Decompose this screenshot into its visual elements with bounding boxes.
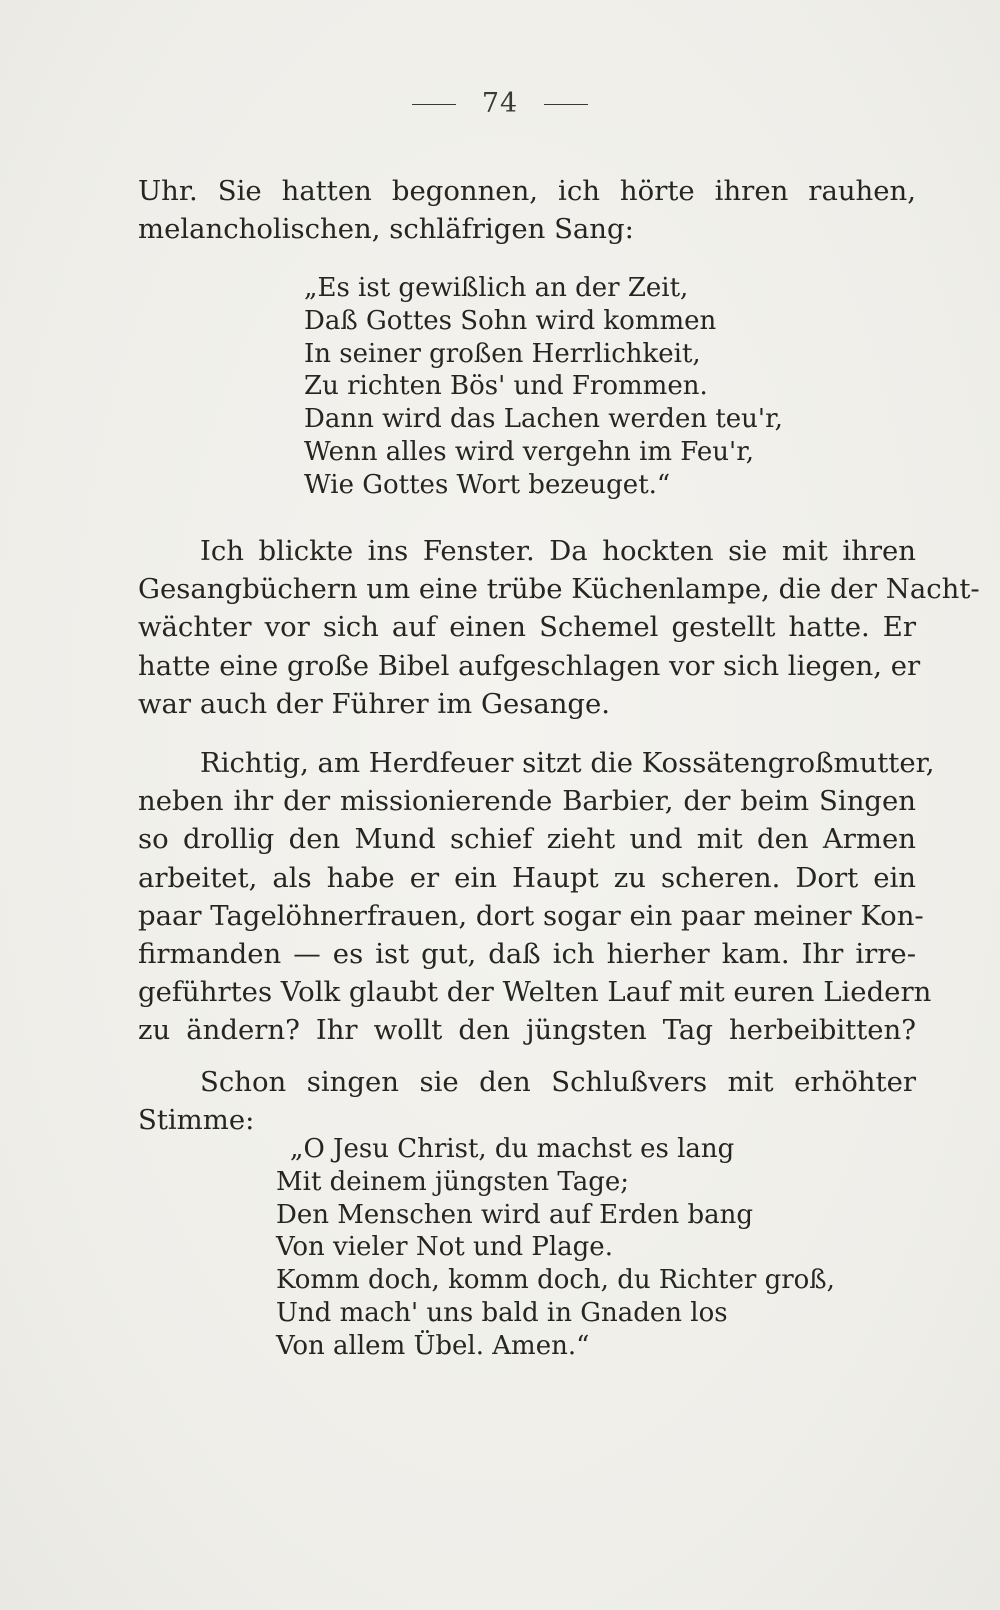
verse-line: Komm doch, komm doch, du Richter groß, [276, 1265, 835, 1296]
text-line: Uhr. Sie hatten begonnen, ich hörte ihren rauhen, [138, 175, 916, 207]
paragraph-1 [138, 172, 916, 248]
verse-line: In seiner großen Herrlichkeit, [304, 338, 701, 369]
verse-line: Daß Gottes Sohn wird kommen [304, 305, 717, 336]
verse-line: Den Menschen wird auf Erden bang [276, 1199, 754, 1230]
verse-line: Dann wird das Lachen werden teu'r, [304, 404, 783, 435]
verse-line: „Es ist gewißlich an der Zeit, [304, 273, 689, 303]
verse-block-2 [276, 1133, 835, 1363]
text-line: Richtig, am Herdfeuer sitzt die Kossätengroßmutter, [200, 747, 935, 779]
text-line: geführtes Volk glaubt der Welten Lauf mit euren Liedern [138, 976, 932, 1009]
verse-line: Mit deinem jüngsten Tage; [276, 1166, 630, 1197]
text-line: paar Tagelöhnerfrauen, dort sogar ein paar meiner Kon- [138, 899, 924, 932]
verse-block-1 [304, 272, 783, 502]
verse-line: Wie Gottes Wort bezeuget.“ [304, 469, 671, 500]
verse-line: „O Jesu Christ, du machst es lang [290, 1134, 735, 1164]
text-line: so drollig den Mund schief zieht und mit den Armen [138, 823, 916, 856]
text-line: war auch der Führer im Gesange. [138, 687, 611, 720]
text-line: Stimme: [138, 1104, 255, 1137]
paragraph-2 [138, 532, 980, 723]
text-line: Schon singen sie den Schlußvers mit erhöhter [200, 1066, 916, 1098]
verse-line: Und mach' uns bald in Gnaden los [276, 1297, 728, 1328]
paragraph-3 [138, 744, 935, 1050]
text-line: arbeitet, als habe er ein Haupt zu scheren. Dort ein [138, 861, 916, 894]
verse-line: Von allem Übel. Amen.“ [276, 1330, 590, 1361]
text-line: hatte eine große Bibel aufgeschlagen vor sich liegen, er [138, 649, 921, 682]
text-line: melancholischen, schläfrigen Sang: [138, 213, 634, 246]
verse-line: Von vieler Not und Plage. [276, 1232, 613, 1263]
text-line: wächter vor sich auf einen Schemel gestellt hatte. Er [138, 611, 916, 644]
verse-line: Zu richten Bös' und Frommen. [304, 371, 708, 402]
page-number: 74 [481, 88, 519, 119]
paragraph-4 [138, 1063, 916, 1139]
page-header [0, 88, 1000, 119]
text-line: Ich blickte ins Fenster. Da hockten sie mit ihren [200, 535, 916, 567]
header-dash-right [544, 104, 588, 105]
text-line: firmanden — es ist gut, daß ich hierher kam. Ihr irre- [138, 938, 916, 971]
text-line: zu ändern? Ihr wollt den jüngsten Tag herbeibitten? [138, 1014, 916, 1047]
text-line: Gesangbüchern um eine trübe Küchenlampe, die der Nacht- [138, 573, 980, 606]
verse-line: Wenn alles wird vergehn im Feu'r, [304, 436, 755, 467]
text-line: neben ihr der missionierende Barbier, der beim Singen [138, 785, 916, 818]
header-dash-left [412, 104, 456, 105]
